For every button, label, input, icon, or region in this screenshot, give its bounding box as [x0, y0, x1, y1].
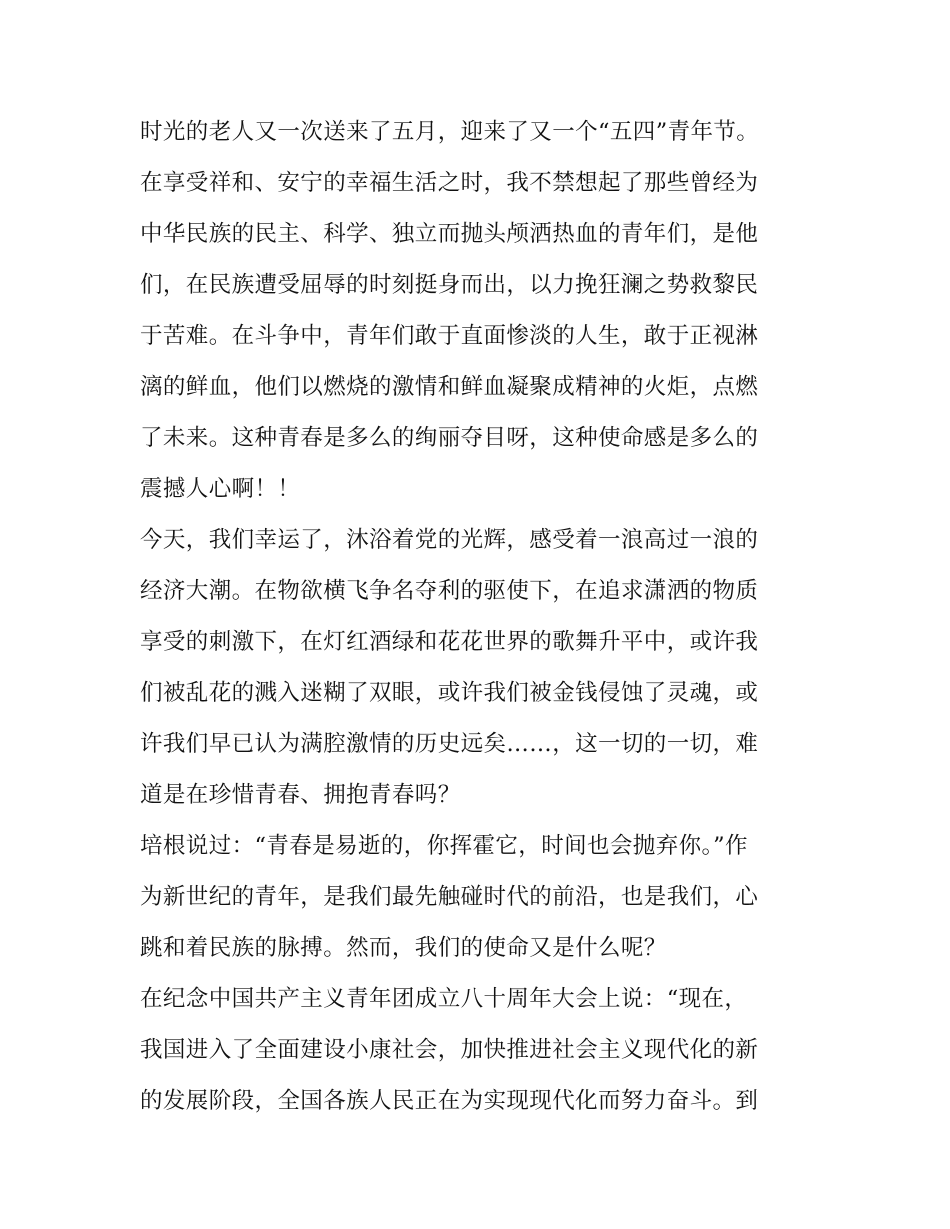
text-line: 漓的鲜血，他们以燃烧的激情和鲜血凝聚成精神的火炬，点燃: [140, 374, 759, 400]
text-line: 于苦难。在斗争中，青年们敢于直面惨淡的人生，敢于正视淋: [140, 323, 759, 349]
text-line: 道是在珍惜青春、拥抱青春吗？: [140, 782, 461, 808]
text-line: 在享受祥和、安宁的幸福生活之时，我不禁想起了那些曾经为: [140, 170, 759, 196]
text-line: 为新世纪的青年，是我们最先触碰时代的前沿，也是我们，心: [140, 884, 759, 910]
text-line: 今天，我们幸运了，沐浴着党的光辉，感受着一浪高过一浪的: [140, 527, 759, 553]
text-line: 们，在民族遭受屈辱的时刻挺身而出，以力挽狂澜之势救黎民: [140, 272, 759, 298]
text-line: 在纪念中国共产主义青年团成立八十周年大会上说：“现在，: [140, 986, 748, 1012]
text-line: 时光的老人又一次送来了五月，迎来了又一个“五四”青年节。: [140, 119, 760, 145]
text-line: 跳和着民族的脉搏。然而，我们的使命又是什么呢？: [140, 935, 667, 961]
text-line: 享受的刺激下，在灯红酒绿和花花世界的歌舞升平中，或许我: [140, 629, 759, 655]
text-line: 我国进入了全面建设小康社会，加快推进社会主义现代化的新: [140, 1037, 759, 1063]
text-line: 震撼人心啊！！: [140, 476, 301, 502]
body-text: [140, 107, 820, 1127]
text-line: 许我们早已认为满腔激情的历史远矣……，这一切的一切，难: [140, 731, 759, 757]
text-line: 们被乱花的溅入迷糊了双眼，或许我们被金钱侵蚀了灵魂，或: [140, 680, 759, 706]
text-line: 中华民族的民主、科学、独立而抛头颅洒热血的青年们，是他: [140, 221, 759, 247]
text-line: 培根说过：“青春是易逝的，你挥霍它，时间也会抛弃你。”作: [140, 833, 748, 859]
text-line: 的发展阶段，全国各族人民正在为实现现代化而努力奋斗。到: [140, 1088, 759, 1114]
text-line: 经济大潮。在物欲横飞争名夺利的驱使下，在追求潇洒的物质: [140, 578, 759, 604]
text-line: 了未来。这种青春是多么的绚丽夺目呀，这种使命感是多么的: [140, 425, 759, 451]
